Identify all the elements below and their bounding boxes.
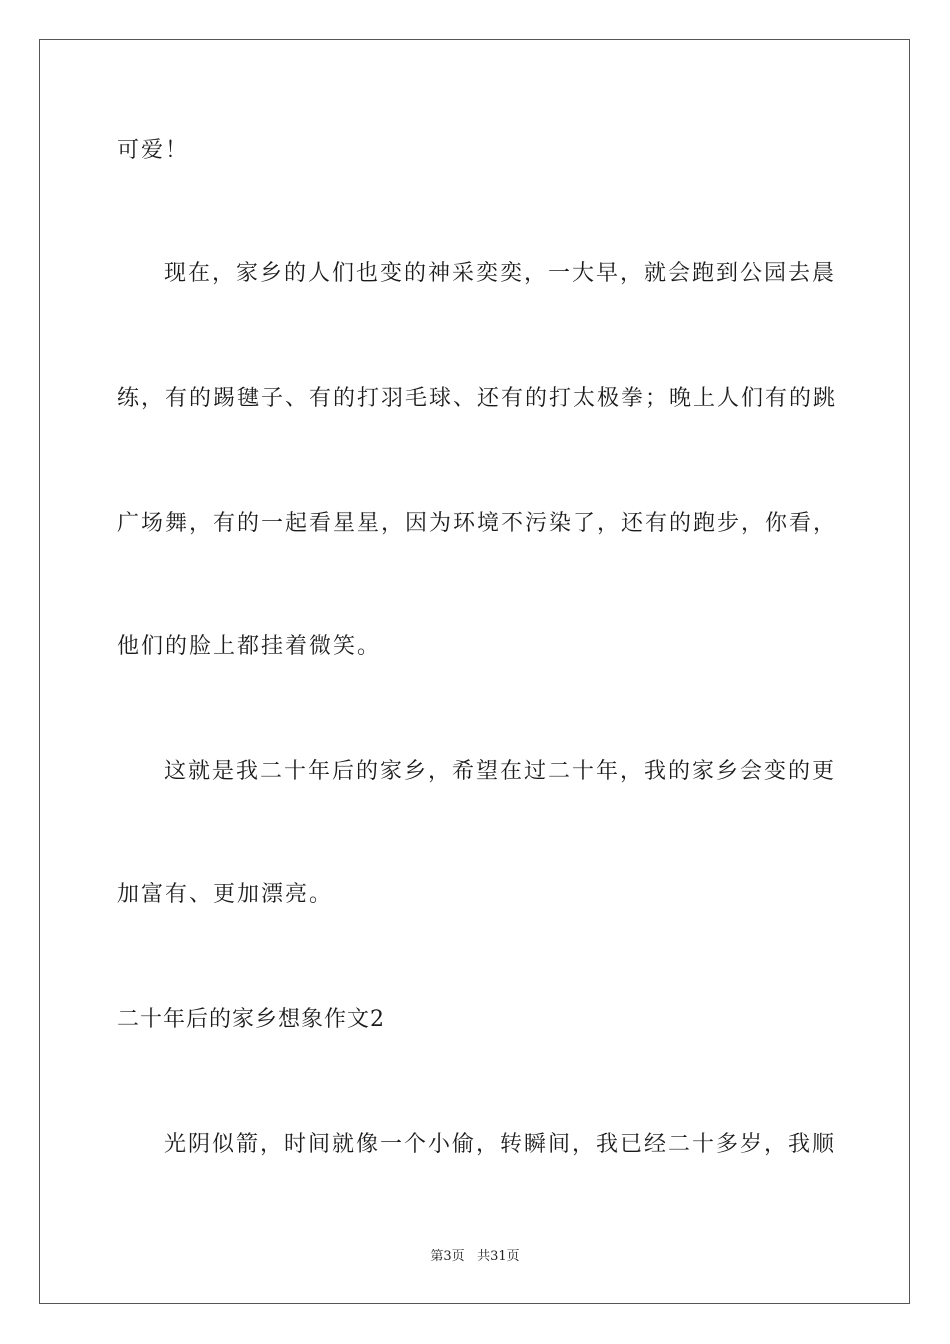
paragraph-line-9: 光阴似箭，时间就像一个小偷，转瞬间，我已经二十多岁，我顺	[164, 1132, 837, 1157]
paragraph-line-2: 现在，家乡的人们也变的神采奕奕，一大早，就会跑到公园去晨	[164, 261, 837, 286]
paragraph-line-4: 广场舞，有的一起看星星，因为环境不污染了，还有的跑步，你看，	[117, 511, 838, 536]
total-pages: 共31页	[477, 1249, 520, 1264]
page-number: 第3页	[430, 1249, 465, 1264]
section-heading: 二十年后的家乡想象作文2	[117, 1007, 385, 1032]
paragraph-line-7: 加富有、更加漂亮。	[117, 882, 334, 907]
paragraph-line-5: 他们的脸上都挂着微笑。	[117, 634, 382, 659]
page-border	[39, 39, 910, 1304]
paragraph-line-6: 这就是我二十年后的家乡，希望在过二十年，我的家乡会变的更	[164, 759, 837, 784]
paragraph-line-3: 练，有的踢毽子、有的打羽毛球、还有的打太极拳；晚上人们有的跳	[117, 386, 838, 411]
page-footer	[0, 1248, 950, 1266]
paragraph-line-1: 可爱！	[117, 138, 190, 163]
